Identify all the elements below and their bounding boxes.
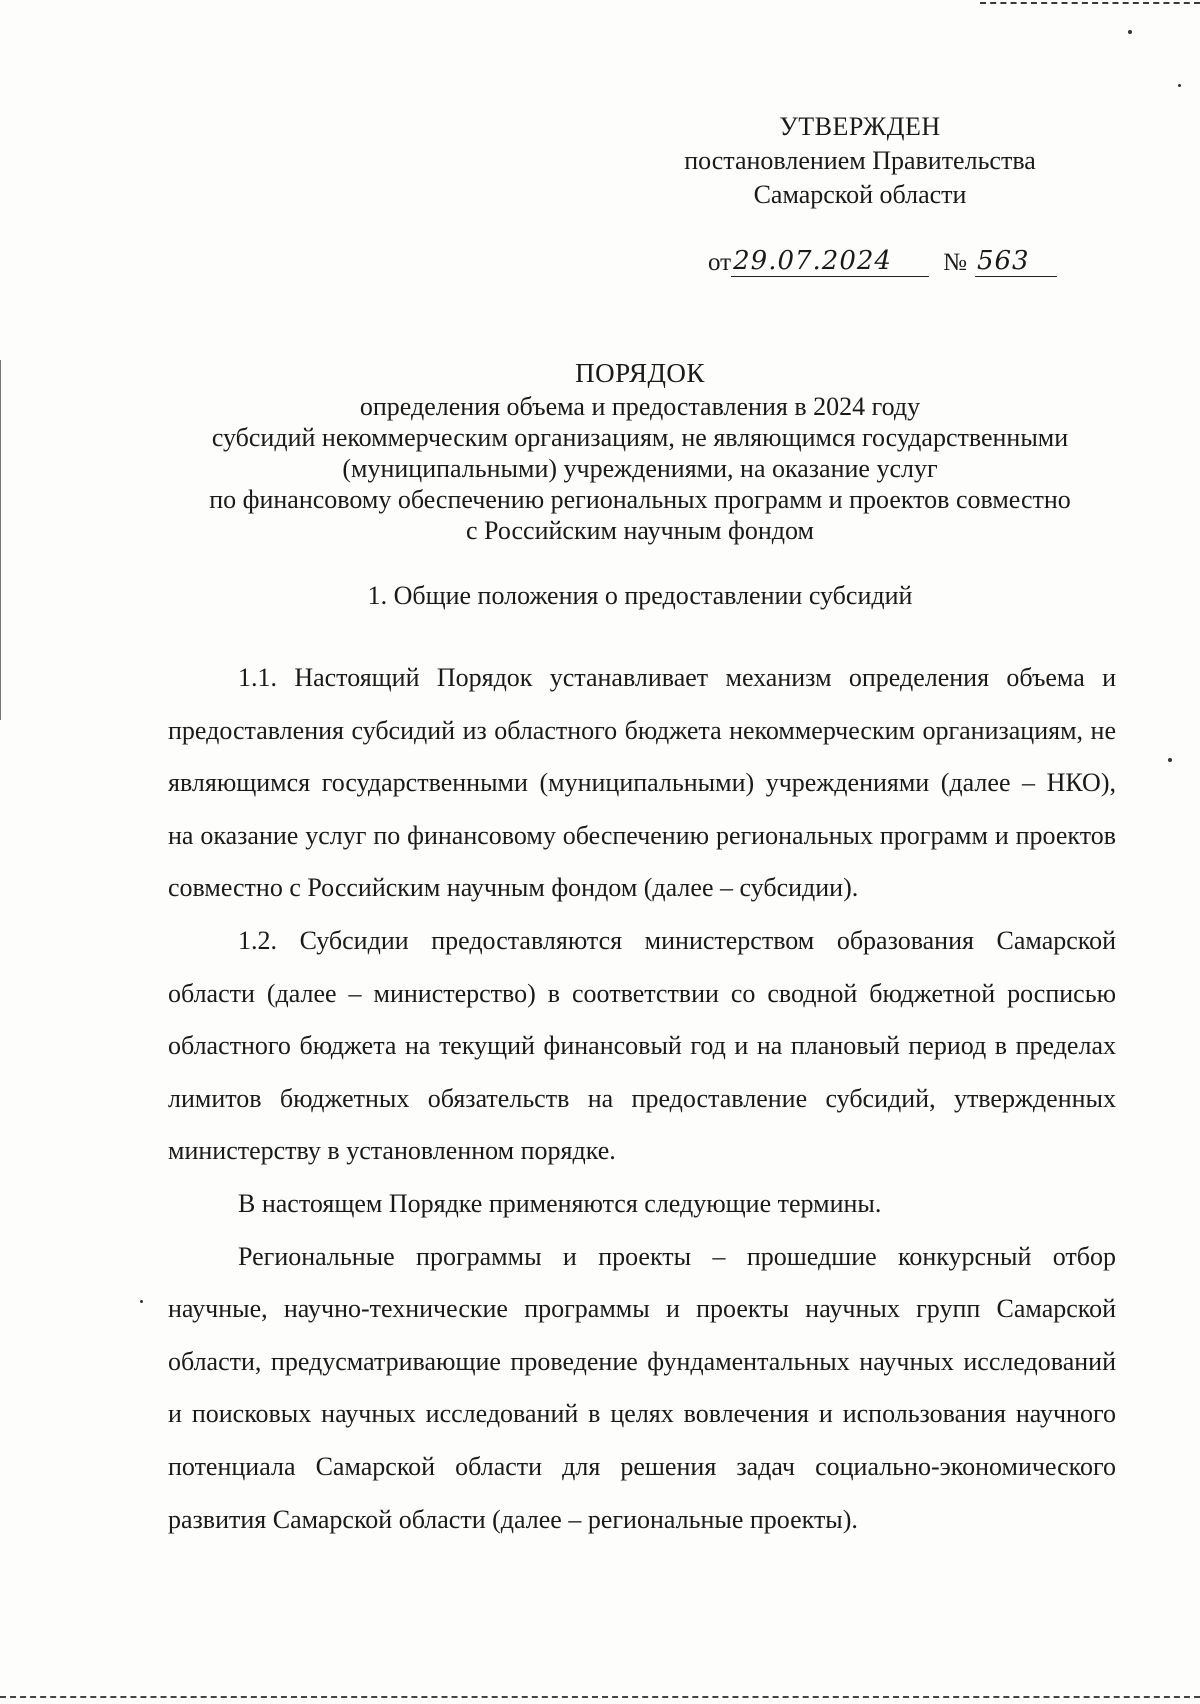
title-line: по финансовому обеспечению региональных программ и проектов совместно xyxy=(209,485,1071,514)
approval-block xyxy=(640,110,1080,212)
document-title xyxy=(150,358,1130,546)
scan-speck xyxy=(1168,758,1172,762)
paragraph-1-1: 1.1. Настоящий Порядок устанавливает механизм определения объема и предоставления субсидий из областного бюджета некоммерческим организациям, не являющимся государственными (муниципальными) учреждениями (далее – НКО), на оказание услуг по финансовому обеспечению региональных программ и проектов совместно с Российским научным фондом (далее – субсидии). xyxy=(168,663,1116,903)
date-prefix: от xyxy=(708,249,732,276)
approval-line-1: постановлением Правительства xyxy=(684,146,1036,175)
approval-heading: УТВЕРЖДЕН xyxy=(779,112,941,141)
approval-date-line xyxy=(708,246,1057,277)
title-line: субсидий некоммерческим организациям, не являющимся государственными xyxy=(211,423,1069,452)
section-heading: 1. Общие положения о предоставлении субсидий xyxy=(367,581,913,610)
scan-artifact-left xyxy=(0,360,1,720)
title-main: ПОРЯДОК xyxy=(575,358,705,388)
approval-line-2: Самарской области xyxy=(753,180,967,209)
handwritten-date: 29.07.2024 xyxy=(731,246,929,277)
scan-speck xyxy=(1178,84,1181,87)
title-line: с Российским научным фондом xyxy=(466,516,814,545)
title-line: (муниципальными) учреждениями, на оказание услуг xyxy=(342,454,938,483)
title-line: определения объема и предоставления в 2024 году xyxy=(359,392,921,421)
scan-speck xyxy=(140,1300,143,1303)
scan-speck xyxy=(1128,30,1132,34)
scan-artifact-bottom xyxy=(0,1696,1200,1698)
scan-artifact-top xyxy=(980,2,1200,4)
paragraph-regional-programs: Региональные программы и проекты – прошедшие конкурсный отбор научные, научно-технические программы и проекты научных групп Самарской области, предусматривающие проведение фундаментальных научных исследований и поисковых научных исследований в целях вовлечения и использования научного потенциала Самарской области для решения задач социально-экономического развития Самарской области (далее – региональные проекты). xyxy=(168,1241,1116,1534)
handwritten-number: 563 xyxy=(975,246,1057,277)
number-prefix: № xyxy=(943,249,967,276)
paragraph-1-2: 1.2. Субсидии предоставляются министерством образования Самарской области (далее – министерство) в соответствии со сводной бюджетной росписью областного бюджета на текущий финансовый год и на плановый период в пределах лимитов бюджетных обязательств на предоставление субсидий, утвержденных министерству в установленном порядке. xyxy=(168,925,1116,1166)
document-body xyxy=(168,652,1116,1546)
paragraph-terms-intro: В настоящем Порядке применяются следующие термины. xyxy=(238,1188,882,1218)
